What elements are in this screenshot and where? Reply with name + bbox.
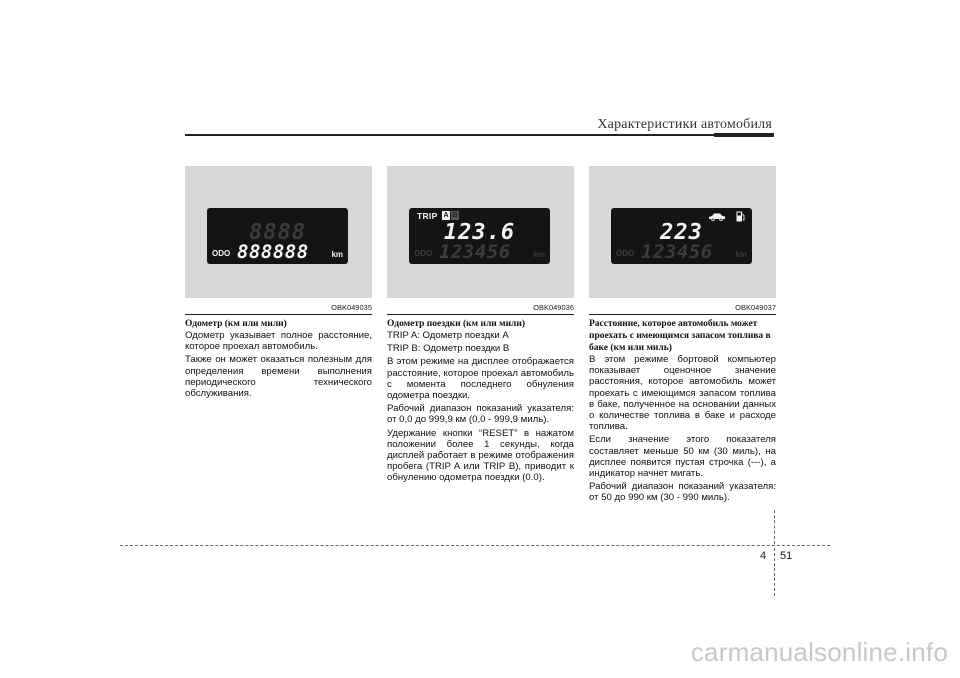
- lcd-display: [207, 208, 348, 264]
- lcd-odo-label: ODO: [616, 249, 635, 258]
- page-number: 51: [780, 550, 793, 562]
- lcd-trip-selector: [442, 211, 459, 220]
- figure-rule: [185, 314, 372, 315]
- paragraph: Также он может оказаться полезным для определения времени выполнения периодического технического обслуживания.: [185, 354, 372, 400]
- lcd-odo-digits: 888888: [237, 241, 309, 263]
- section-text: [185, 318, 372, 401]
- lcd-display: [409, 208, 550, 264]
- figure-odometer: [185, 166, 372, 298]
- paragraph: В этом режиме бортовой компьютер показывает оценочное значение расстояния, которое автомобиль может проехать с имеющимся запасом топлива в баке, полученное на основании данных о количестве топлива в баке и расходе топлива.: [589, 354, 776, 433]
- lcd-km-label: km: [331, 250, 343, 259]
- column-distance-to-empty: [589, 166, 776, 504]
- section-heading: Одометр (км или мили): [185, 319, 287, 329]
- lcd-odo-digits: 123456: [641, 241, 713, 263]
- paragraph: TRIP B: Одометр поездки B: [387, 343, 510, 355]
- lcd-main-digits: 123.6: [443, 220, 516, 245]
- paragraph: TRIP A: Одометр поездки A: [387, 330, 509, 341]
- site-watermark: carmanualsonline.info: [690, 637, 948, 667]
- section-text: [387, 318, 574, 486]
- header-rule: [185, 134, 774, 136]
- figure-code: OBK049036: [533, 303, 574, 312]
- lcd-km-label: km: [735, 250, 747, 259]
- paragraph: Удержание кнопки “RESET” в нажатом положении более 1 секунды, когда дисплей работает в режиме отображения пробега (TRIP A или TRIP B), приводит к обнулению одометра поездки (0.0).: [387, 427, 574, 484]
- lcd-trip-b: B: [452, 212, 458, 219]
- paragraph: Если значение этого показателя составляет меньше 50 км (30 миль), на дисплее появится пустая строчка (---), а индикатор начнет мигать.: [589, 434, 776, 480]
- figure-code: OBK049035: [331, 303, 372, 312]
- column-trip-odometer: [387, 166, 574, 484]
- lcd-main-digits: 223: [660, 220, 703, 245]
- lcd-odo-label: ODO: [414, 249, 433, 258]
- paragraph: Одометр указывает полное расстояние, которое проехал автомобиль.: [185, 330, 372, 353]
- lcd-odo-digits: 123456: [439, 241, 511, 263]
- paragraph: Рабочий диапазон показаний указателя: от 50 до 990 км (30 - 990 миль).: [589, 481, 776, 504]
- figure-rule: [387, 314, 574, 315]
- lcd-trip-label: TRIP: [417, 211, 438, 221]
- column-odometer: [185, 166, 372, 400]
- section-heading: Одометр поездки (км или мили): [387, 319, 526, 329]
- chapter-number: 4: [760, 550, 767, 562]
- page-vertical-rule-top: [774, 510, 775, 544]
- lcd-display: [611, 208, 752, 264]
- section-text: [589, 318, 776, 506]
- figure-distance-to-empty: [589, 166, 776, 298]
- lcd-main-digits: 8888: [249, 220, 306, 245]
- lcd-odo-label: ODO: [212, 249, 231, 258]
- figure-code: OBK049037: [735, 303, 776, 312]
- figure-rule: [589, 314, 776, 315]
- page-header-title: Характеристики автомобиля: [597, 117, 772, 132]
- paragraph: Рабочий диапазон показаний указателя: от 0,0 до 999,9 км (0,0 - 999,9 миль).: [387, 403, 574, 426]
- figure-trip-odometer: [387, 166, 574, 298]
- section-heading: Расстояние, которое автомобиль может проехать с имеющимся запасом топлива в баке (км или миль): [589, 319, 771, 353]
- lcd-km-label: km: [533, 250, 545, 259]
- lcd-trip-a: A: [443, 212, 449, 219]
- footer-rule: [120, 545, 830, 546]
- page-vertical-rule: [774, 548, 775, 596]
- paragraph: В этом режиме на дисплее отображается расстояние, которое проехал автомобиль с момента последнего обнуления одометра поездки.: [387, 356, 574, 402]
